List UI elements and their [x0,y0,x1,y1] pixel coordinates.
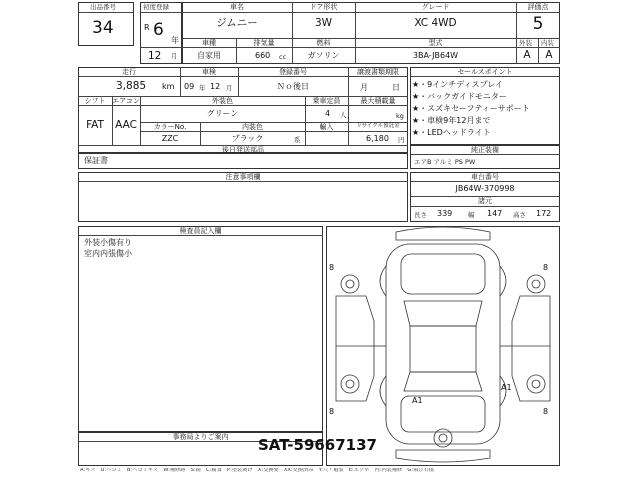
length-label: 長さ [414,211,427,219]
exterior-grade-label: 外装 [519,39,532,47]
tire-label: 8 [543,263,549,272]
capacity-value: 4 [325,109,331,118]
color-no-label: カラーNo. [153,123,187,131]
mileage-label: 走行 [122,68,136,76]
genuine-equipment-label: 純正装備 [471,146,499,154]
grade-label: グレード [421,3,450,11]
interior-color-label: 内装色 [242,123,263,131]
shift-label: シフト [84,97,106,105]
era-year: 6 [153,20,164,40]
model-code-value: 3BA-JB64W [412,51,459,60]
hood-panel [401,254,485,294]
doors-value: 3W [314,17,333,29]
inspection-label: 車検 [202,68,216,76]
recycle-day: 日 [392,83,400,92]
mileage-value: 3,885 [116,80,147,92]
yen-unit: 円 [398,136,405,144]
km-unit: km [162,82,175,91]
front-bumper [396,227,490,240]
exterior-grade-value: A [523,49,531,61]
rear-delivery-box [78,153,408,169]
tire-rear-left [341,375,359,393]
sales-points-label: セールスポイント [457,68,513,76]
aircon-label: エアコン [112,97,140,105]
chassis-label: 車台番号 [471,173,499,181]
rear-window [404,372,482,391]
tire-label: 8 [329,407,335,416]
aircon-value: AAC [115,119,137,131]
height-label: 高さ [513,211,526,219]
sales-point-item: ★・9インチディスプレイ [412,80,503,89]
recycle-label: リサイクル預託金 [356,123,400,129]
max-load-label: 最大積載量 [360,97,396,105]
shift-value: FAT [86,119,104,131]
inspection-year: 09 [184,82,195,91]
month-unit: 月 [171,52,178,60]
inspection-month: 12 [210,82,221,91]
inspection-year-unit: 年 [199,84,206,92]
import-label: 輸入 [319,123,334,131]
car-name-label: 車名 [230,3,244,11]
tire-label: 8 [329,263,335,272]
exterior-color-value: グリーン [206,109,239,118]
damage-mark: A1 [412,396,423,405]
sales-point-item: ★・スズキセーフティーサポート [412,104,530,113]
interior-color-value: ブラック [231,134,264,143]
sales-point-item: ★・バックガイドモニター [412,92,507,101]
displacement-label: 排気量 [253,39,275,47]
usage-value: 自家用 [197,51,221,60]
usage-label: 車種 [202,39,216,47]
color-no-value: ZZC [161,134,179,143]
tire-front-left [341,275,359,293]
chassis-value: JB64W-370998 [455,184,515,193]
score-value: 5 [532,14,544,34]
inspector-label: 検査員記入欄 [179,227,222,235]
inspector-note: 室内内張傷小 [84,249,132,258]
height-value: 172 [536,209,552,218]
era-label: R [144,23,150,32]
genuine-equipment-value: エアB アルミ PS PW [414,158,476,166]
sales-point-item: ★・車検9年12月まで [412,116,491,125]
first-reg-month: 12 [148,50,162,62]
lot-number: 34 [92,18,114,38]
inspection-month-unit: 月 [226,84,233,92]
interior-grade-label: 内装 [541,39,554,47]
doors-label: ドア形状 [309,3,338,11]
registration-value: Ｎｏ後日 [277,82,309,91]
length-value: 339 [437,209,453,218]
model-code-label: 型式 [428,39,443,47]
grade-value: XC 4WD [414,17,457,29]
cc-unit: cc [279,53,287,61]
tire-rear-right [527,375,545,393]
rear-delivery-value: 保証書 [84,156,108,165]
stamp-id: SAT-59667137 [258,436,377,454]
width-value: 147 [487,209,503,218]
score-label: 評価点 [527,3,549,11]
inspector-note: 外装小傷有り [84,238,132,247]
car-name: ジムニー [216,17,258,29]
persons-unit: 人 [340,111,347,119]
tire-front-right [527,275,545,293]
width-label: 幅 [468,211,475,219]
rear-delivery-label: 後日発送部品 [222,146,264,154]
sales-point-item: ★・LEDヘッドライト [412,128,491,137]
car-diagram [326,226,560,466]
fuel-label: 燃料 [316,39,331,47]
left-side [336,296,374,401]
exterior-color-label: 外装色 [212,97,233,105]
registration-label: 登録番号 [279,68,307,76]
dimensions-label: 諸元 [478,197,492,205]
damage-mark: A1 [501,383,512,392]
kg-unit: kg [396,112,404,120]
roof-panel [410,326,476,372]
office-notice-label: 事務局よりご案内 [172,433,229,441]
windshield [404,301,482,326]
interior-grade-value: A [545,49,553,61]
recycle-date-label: 譲渡書類期限 [357,68,399,76]
tire-label: 8 [543,407,549,416]
first-reg-label: 初度登録 [143,3,169,11]
notes-label: 注意事項欄 [225,173,261,181]
recycle-month: 月 [360,83,368,92]
lot-label: 出品番号 [90,3,116,11]
displacement-value: 660 [255,51,271,60]
recycle-fee: 6,180 [366,134,389,143]
capacity-label: 乗車定員 [312,97,341,105]
legend-text: A:キズ U:ヘコミ B:ヘコミキズ W:補修跡 S:錆 C:腐食 P:塗装剥げ X:交換要 XX:交換済み Y:穴・亀裂 E:エクボ 内:内装補修 G:飛び石傷 [80,468,434,473]
year-unit: 年 [171,36,179,45]
kei-unit: 系 [294,136,301,144]
rear-bumper [396,450,490,462]
right-side [512,296,550,401]
fuel-value: ガソリン [307,51,340,60]
body-outline [386,244,500,444]
